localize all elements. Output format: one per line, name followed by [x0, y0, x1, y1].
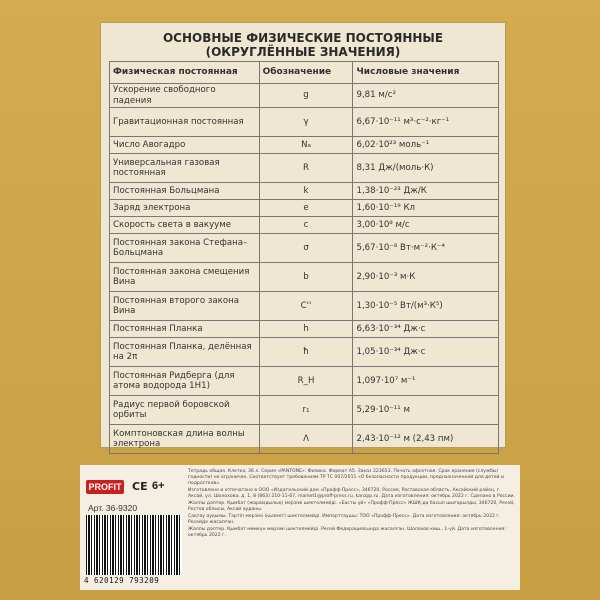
- constant-value: 6,02·10²³ моль⁻¹: [353, 137, 499, 154]
- back-info-block: [80, 465, 520, 590]
- constant-symbol: e: [259, 200, 353, 217]
- header-constant: Физическая постоянная: [110, 62, 260, 84]
- table-row: [110, 263, 499, 292]
- constant-symbol: R_H: [259, 367, 353, 396]
- table-row: [110, 137, 499, 154]
- constant-name: Постоянная закона смещения Вина: [110, 263, 260, 292]
- constant-name: Постоянная Планка, делённая на 2π: [110, 338, 260, 367]
- constant-value: 5,67·10⁻⁸ Вт·м⁻²·К⁻⁴: [353, 234, 499, 263]
- barcode-image: [86, 515, 182, 575]
- title-line-1: ОСНОВНЫЕ ФИЗИЧЕСКИЕ ПОСТОЯННЫЕ: [162, 31, 444, 45]
- info-line: Тетрадь общая. Клетка, 36 л. Серия «PANTONE». Физика. Формат А5. Заказ 223653. Печать офсетная. Срок хранения (службы/годности) не ограничен. Соответствует требованиям ТР ТС 007/2011 «О безопасности продукции, предназначенной для детей и подростков».: [188, 469, 504, 486]
- constant-value: 6,63·10⁻³⁴ Дж·с: [353, 321, 499, 338]
- article-number: Арт. 36-9320: [88, 503, 138, 513]
- constant-name: Постоянная Больцмана: [110, 183, 260, 200]
- constant-symbol: k: [259, 183, 353, 200]
- constant-value: 3,00·10⁸ м/с: [353, 217, 499, 234]
- constant-value: 2,43·10⁻¹² м (2,43 пм): [353, 425, 499, 454]
- table-row: [110, 217, 499, 234]
- constant-name: Постоянная Планка: [110, 321, 260, 338]
- constants-panel: [100, 22, 506, 448]
- constant-value: 5,29·10⁻¹¹ м: [353, 396, 499, 425]
- constant-name: Скорость света в вакууме: [110, 217, 260, 234]
- constant-symbol: g: [259, 84, 353, 108]
- constant-symbol: h: [259, 321, 353, 338]
- constant-value: 1,38·10⁻²³ Дж/К: [353, 183, 499, 200]
- header-value: Числовые значения: [353, 62, 499, 84]
- constants-table: [109, 61, 499, 454]
- product-info: [188, 469, 516, 540]
- header-symbol: Обозначение: [259, 62, 353, 84]
- constant-symbol: r₁: [259, 396, 353, 425]
- table-row: [110, 321, 499, 338]
- constant-symbol: c: [259, 217, 353, 234]
- info-line: Изготовлено и отпечатано в ООО «Издательский дом «Профф-Пресс», 346720, Россия, Ростовская область, Аксайский район, г. Аксай, ул. Шолохова, д. 1, 8 (863) 210-11-67, market1@proff-press.ru, kanzpp.ru. Дата изготовления: октябрь 2022 г. Сделано в России.: [188, 488, 516, 499]
- table-row: [110, 108, 499, 137]
- profit-logo: PROFIT: [86, 480, 124, 494]
- table-header-row: [110, 62, 499, 84]
- constant-name: Постоянная закона Стефана–Больцмана: [110, 234, 260, 263]
- table-row: [110, 234, 499, 263]
- barcode-number: 4 620129 793209: [84, 576, 184, 585]
- title-line-2: (ОКРУГЛЁННЫЕ ЗНАЧЕНИЯ): [205, 45, 401, 59]
- constant-symbol: R: [259, 154, 353, 183]
- table-row: [110, 200, 499, 217]
- constant-symbol: Λ: [259, 425, 353, 454]
- constant-name: Радиус первой боровской орбиты: [110, 396, 260, 425]
- constant-name: Гравитационная постоянная: [110, 108, 260, 137]
- info-line: Жалпы дәптер. Қымбат (жарамдылық) мерзімі шектелмейді. «Басты үй» «Профф-Пресс» ЖШҚ-да басып шығарылды, 346720, Ресей, Ростов облысы, Аксай ауданы.: [188, 501, 515, 512]
- constant-value: 2,90·10⁻³ м·К: [353, 263, 499, 292]
- constant-value: 1,05·10⁻³⁴ Дж·с: [353, 338, 499, 367]
- info-line: Сақтау ауқымы. Тәртіп мерзімі (қызмет) шектелмейді. Импорттаушы: ТОО «Профф-Пресс». Дата изготовления: октябрь 2022 г. Ресейде жасалған.: [188, 514, 501, 525]
- table-row: [110, 425, 499, 454]
- constant-symbol: C'': [259, 292, 353, 321]
- constant-value: 6,67·10⁻¹¹ м³·с⁻²·кг⁻¹: [353, 108, 499, 137]
- age-rating: 6+: [152, 480, 165, 492]
- table-row: [110, 84, 499, 108]
- constant-name: Число Авогадро: [110, 137, 260, 154]
- table-row: [110, 292, 499, 321]
- constant-symbol: ħ: [259, 338, 353, 367]
- constant-value: 1,30·10⁻⁵ Вт/(м³·К⁵): [353, 292, 499, 321]
- constant-symbol: γ: [259, 108, 353, 137]
- constant-symbol: Nₐ: [259, 137, 353, 154]
- constant-value: 8,31 Дж/(моль·К): [353, 154, 499, 183]
- constant-value: 9,81 м/с²: [353, 84, 499, 108]
- table-row: [110, 367, 499, 396]
- table-row: [110, 183, 499, 200]
- table-row: [110, 338, 499, 367]
- panel-title: [101, 31, 505, 59]
- constant-value: 1,097·10⁷ м⁻¹: [353, 367, 499, 396]
- constant-name: Ускорение свободного падения: [110, 84, 260, 108]
- ce-mark: CE: [132, 480, 148, 493]
- table-row: [110, 396, 499, 425]
- table-row: [110, 154, 499, 183]
- info-line: Жалпы дәптер. Қымбат мөмкүн мерзімі шектелмейді. Ресей Федерациясында жасалған. Шолохов көш., 1-үй. Дата изготовления: октябрь 2022 г.: [188, 527, 506, 538]
- constant-name: Постоянная Ридберга (для атома водорода 1Н1): [110, 367, 260, 396]
- constant-name: Универсальная газовая постоянная: [110, 154, 260, 183]
- constant-symbol: b: [259, 263, 353, 292]
- constant-name: Заряд электрона: [110, 200, 260, 217]
- constant-name: Комптоновская длина волны электрона: [110, 425, 260, 454]
- constant-name: Постоянная второго закона Вина: [110, 292, 260, 321]
- constant-value: 1,60·10⁻¹⁹ Кл: [353, 200, 499, 217]
- constant-symbol: σ: [259, 234, 353, 263]
